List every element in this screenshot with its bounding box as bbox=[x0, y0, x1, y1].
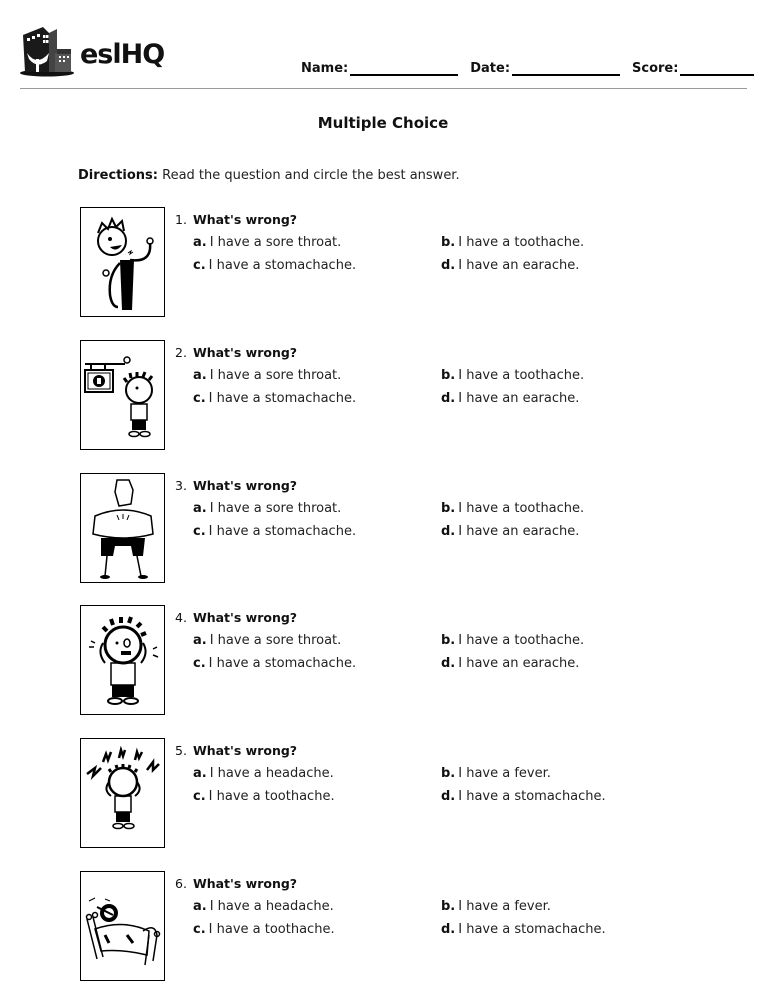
fever-in-bed-illustration-icon bbox=[83, 879, 163, 974]
name-label: Name: bbox=[301, 61, 349, 76]
option-d[interactable]: d. I have an earache. bbox=[441, 656, 580, 671]
option-b[interactable]: b. I have a fever. bbox=[441, 899, 551, 914]
toothache-illustration-icon bbox=[83, 348, 163, 443]
date-label: Date: bbox=[470, 61, 511, 76]
option-a[interactable]: a. I have a headache. bbox=[193, 899, 334, 914]
logo-text: eslHQ bbox=[80, 38, 165, 70]
option-c[interactable]: c. I have a stomachache. bbox=[193, 258, 357, 273]
question-image bbox=[80, 473, 165, 583]
option-d[interactable]: d. I have an earache. bbox=[441, 258, 580, 273]
headache-illustration-icon bbox=[83, 746, 163, 841]
eslhq-logo bbox=[19, 25, 164, 77]
date-field[interactable] bbox=[470, 60, 620, 76]
option-c[interactable]: c. I have a stomachache. bbox=[193, 524, 357, 539]
question-5 bbox=[80, 738, 680, 850]
stomachache-illustration-icon bbox=[83, 476, 163, 581]
option-c[interactable]: c. I have a stomachache. bbox=[193, 656, 357, 671]
option-c[interactable]: c. I have a toothache. bbox=[193, 922, 335, 937]
option-a[interactable]: a. I have a sore throat. bbox=[193, 633, 342, 648]
directions bbox=[78, 168, 460, 183]
question-number: 2. bbox=[175, 345, 187, 360]
question-4 bbox=[80, 605, 680, 717]
building-logo-icon bbox=[19, 25, 77, 77]
option-b[interactable]: b. I have a toothache. bbox=[441, 501, 585, 516]
question-image bbox=[80, 871, 165, 981]
score-field[interactable] bbox=[632, 60, 754, 76]
earache-illustration-icon bbox=[83, 613, 163, 708]
question-prompt: 6. What's wrong? bbox=[175, 876, 298, 891]
date-blank-line[interactable] bbox=[512, 60, 620, 76]
question-image bbox=[80, 207, 165, 317]
score-label: Score: bbox=[632, 61, 679, 76]
option-a[interactable]: a. I have a sore throat. bbox=[193, 368, 342, 383]
option-a[interactable]: a. I have a headache. bbox=[193, 766, 334, 781]
student-info-fields bbox=[301, 60, 754, 76]
question-prompt: 2. What's wrong? bbox=[175, 345, 298, 360]
question-number: 4. bbox=[175, 610, 187, 625]
question-number: 3. bbox=[175, 478, 187, 493]
page-title: Multiple Choice bbox=[317, 114, 449, 132]
question-prompt: 3. What's wrong? bbox=[175, 478, 298, 493]
question-image bbox=[80, 605, 165, 715]
option-b[interactable]: b. I have a fever. bbox=[441, 766, 551, 781]
option-c[interactable]: c. I have a stomachache. bbox=[193, 391, 357, 406]
question-1 bbox=[80, 207, 680, 319]
question-number: 1. bbox=[175, 212, 187, 227]
question-2 bbox=[80, 340, 680, 452]
score-blank-line[interactable] bbox=[680, 60, 754, 76]
directions-text: Read the question and circle the best answer. bbox=[162, 168, 460, 183]
option-d[interactable]: d. I have an earache. bbox=[441, 524, 580, 539]
option-d[interactable]: d. I have a stomachache. bbox=[441, 922, 606, 937]
question-number: 6. bbox=[175, 876, 187, 891]
option-a[interactable]: a. I have a sore throat. bbox=[193, 501, 342, 516]
option-b[interactable]: b. I have a toothache. bbox=[441, 368, 585, 383]
question-prompt: 4. What's wrong? bbox=[175, 610, 298, 625]
option-d[interactable]: d. I have a stomachache. bbox=[441, 789, 606, 804]
question-image bbox=[80, 340, 165, 450]
name-field[interactable] bbox=[301, 60, 458, 76]
option-b[interactable]: b. I have a toothache. bbox=[441, 633, 585, 648]
sore-throat-illustration-icon bbox=[88, 215, 158, 310]
option-a[interactable]: a. I have a sore throat. bbox=[193, 235, 342, 250]
option-c[interactable]: c. I have a toothache. bbox=[193, 789, 335, 804]
question-3 bbox=[80, 473, 680, 585]
question-prompt: 1. What's wrong? bbox=[175, 212, 298, 227]
question-6 bbox=[80, 871, 680, 983]
directions-label: Directions: bbox=[78, 168, 158, 183]
question-number: 5. bbox=[175, 743, 187, 758]
question-image bbox=[80, 738, 165, 848]
option-d[interactable]: d. I have an earache. bbox=[441, 391, 580, 406]
name-blank-line[interactable] bbox=[350, 60, 458, 76]
header-divider bbox=[20, 88, 747, 89]
option-b[interactable]: b. I have a toothache. bbox=[441, 235, 585, 250]
question-prompt: 5. What's wrong? bbox=[175, 743, 298, 758]
